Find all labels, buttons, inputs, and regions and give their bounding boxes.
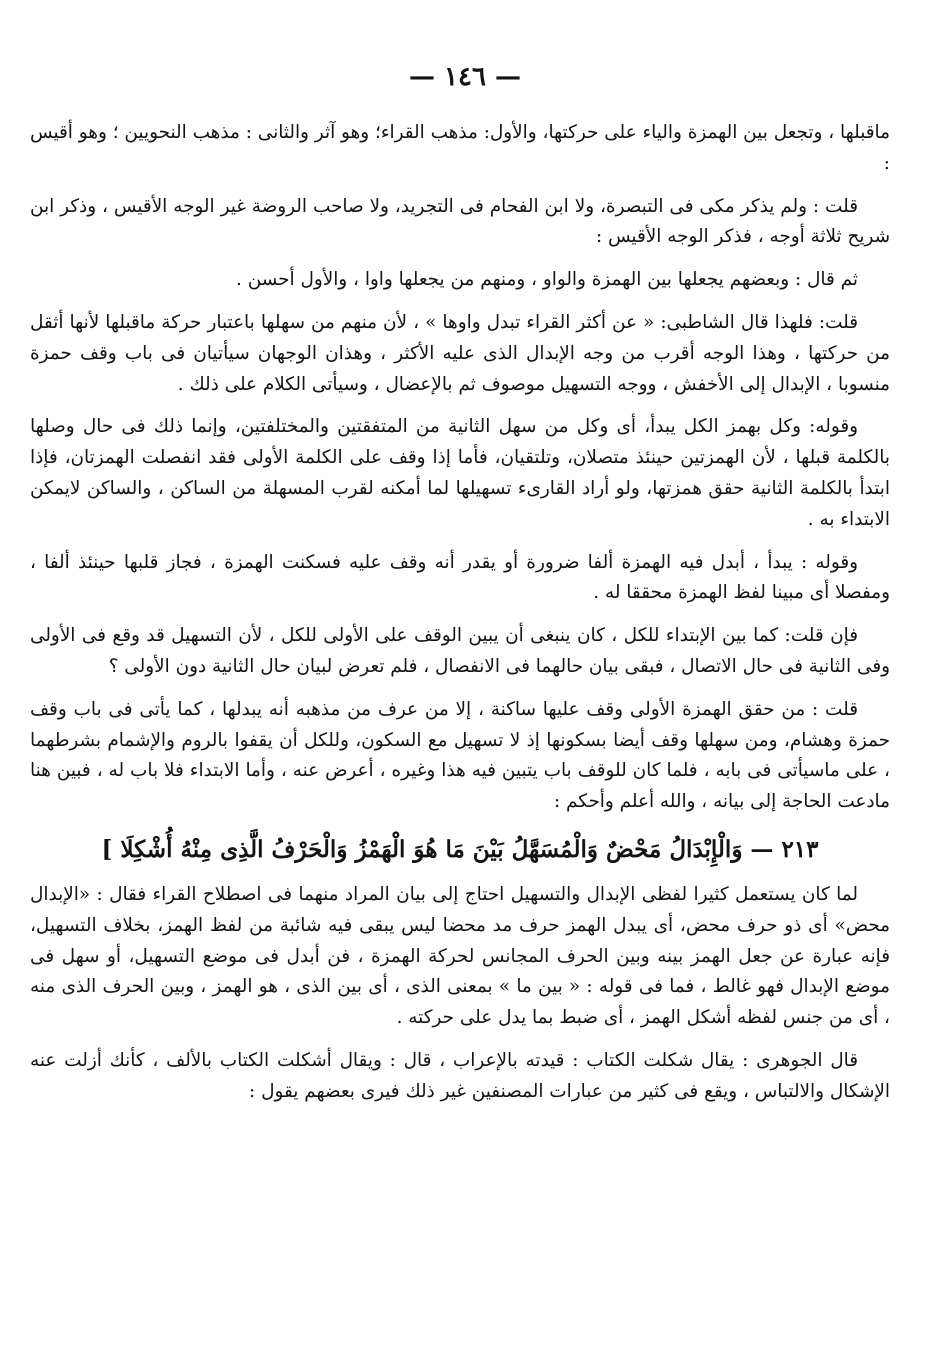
paragraph: قلت : من حقق الهمزة الأولى وقف عليها ساكنة ، إلا من عرف من مذهبه أنه يبدلها ، كما يأتى فى باب وقف حمزة وهشام، ومن سهلها وقف أيضا بسكونها إذ لا تسهيل مع السكون، وللكل أن يقفوا بالروم والإشمام بشرطهما ، على ماسيأتى فى بابه ، فلما كان للوقف باب يتبين فيه هذا وغيره ، أعرض عنه ، وأما الابتداء فلا باب له ، فبين هنا مادعت الحاجة إلى بيانه ، والله أعلم وأحكم : <box>30 698 890 813</box>
paragraph: وقوله: وكل بهمز الكل يبدأ، أى وكل من سهل الثانية من المتفقتين والمختلفتين، وإنما ذلك فى حال وصلها بالكلمة قبلها ، لأن الهمزتين حينئذ متصلان، وتلتقيان، فأما إذا وقف على الكلمة الأولى فقد انفصلت الهمزتان، فإذا ابتدأ بالكلمة الثانية حقق همزتها، ولو أراد القارىء تسهيلها لما أمكنه لقرب المسهلة من الساكن ، والساكن لايمكن الابتداء به . <box>30 416 890 530</box>
paragraph: قلت : ولم يذكر مكى فى التبصرة، ولا ابن الفحام فى التجريد، ولا صاحب الروضة غير الوجه الأقيس ، وذكر ابن شريح ثلاثة أوجه ، فذكر الوجه الأقيس : <box>30 195 890 248</box>
paragraph: ثم قال : وبعضهم يجعلها بين الهمزة والواو ، ومنهم من يجعلها واوا ، والأول أحسن . <box>236 269 858 291</box>
paragraph: ماقبلها ، وتجعل بين الهمزة والياء على حركتها، والأول: مذهب القراء؛ وهو آثر والثانى : مذهب النحويين ؛ وهو أقيس : <box>30 122 890 174</box>
paragraph: لما كان يستعمل كثيرا لفظى الإبدال والتسهيل احتاج إلى بيان المراد منهما فى اصطلاح القراء فقال : «الإبدال محض» أى ذو حرف محض، أى يبدل الهمز حرف مد محضا ليس يبقى فيه شائبة من لفظ الهمز، بخلاف التسهيل، فإنه عبارة عن جعل الهمز بينه وبين الحرف المجانس لحركة الهمزة ، فن أبدل فى موضع التسهيل، أو سهل فى موضع الإبدال فهو غالط ، فما فى قوله : « بين ما » بمعنى الذى ، أى بين الذى ، هو الهمز ، وبين الحرف الذى منه ، أى من جنس لفظه أشكل الهمز ، أى ضبط بما يدل على حركته . <box>30 883 890 1029</box>
paragraph: فإن قلت: كما بين الإبتداء للكل ، كان ينبغى أن يبين الوقف على الأولى للكل ، لأن التسهيل قد وقع فى الأولى وفى الثانية فى حال الاتصال ، فبقى بيان حالهما فى الانفصال ، فلم تعرض لبيان حال الثانية دون الأولى ؟ <box>30 625 890 677</box>
paragraph: قلت: فلهذا قال الشاطبى: « عن أكثر القراء تبدل واوها » ، لأن منهم من سهلها باعتبار حركة ماقبلها لأنها أثقل من حركتها ، وهذا الوجه أقرب من وجه الإبدال الذى عليه الأكثر ، وهذان الوجهان سيأتيان فى باب وقف حمزة منسوبا ، الإبدال إلى الأخفش ، ووجه التسهيل موصوف ثم بالإعضال ، وسيأتى الكلام على ذلك . <box>30 311 890 395</box>
text-body <box>30 118 890 1108</box>
paragraph: وقوله : يبدأ ، أبدل فيه الهمزة ألفا ضرورة أو يقدر أنه وقف عليه فسكنت الهمزة ، فجاز قلبها حينئذ ألفا ، ومفصلا أى مبينا لفظ الهمزة محققا له . <box>30 551 890 604</box>
poem-verse: ٢١٣ — وَالْإِبْدَالُ مَحْضٌ وَالْمُسَهَّلُ بَيْنَ مَا هُوَ الْهَمْزُ وَالْحَرْفُ الَّذِى مِنْهُ أُشْكِلَا ] <box>101 835 819 863</box>
paragraph: قال الجوهرى : يقال شكلت الكتاب : قيدته بالإعراب ، قال : ويقال أشكلت الكتاب بالألف ، كأنك أزلت عنه الإشكال والالتباس ، ويقع فى كثير من عبارات المصنفين غير ذلك فيرى بعضهم يقول : <box>30 1049 890 1102</box>
page-number: — ١٤٦ — <box>408 62 522 92</box>
